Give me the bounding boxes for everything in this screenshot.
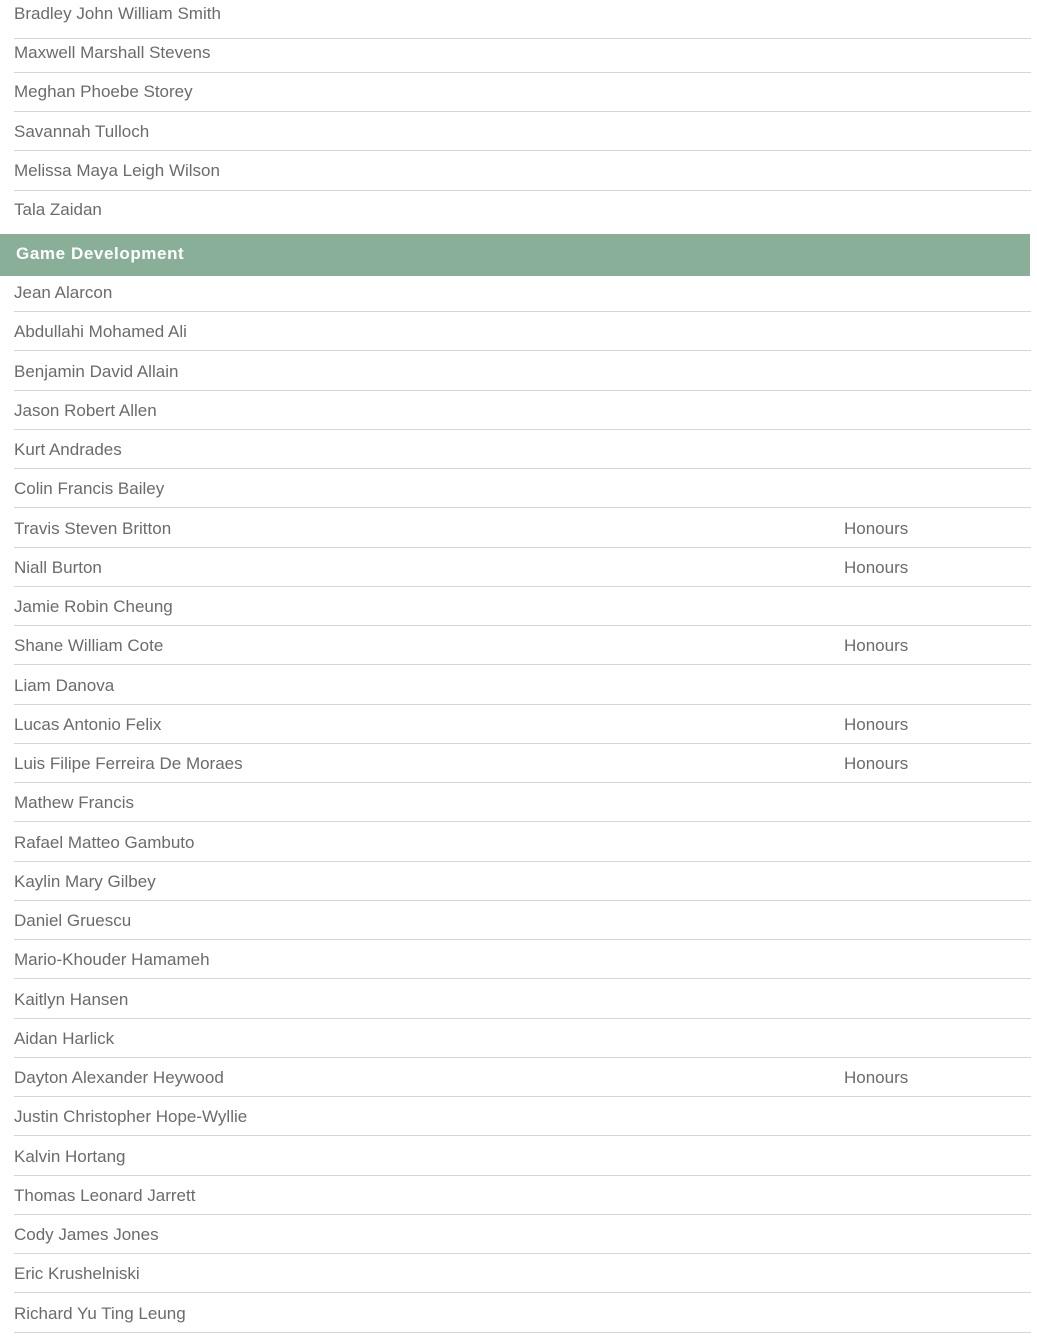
student-name: Niall Burton bbox=[14, 558, 102, 577]
table-row bbox=[14, 34, 1031, 73]
table-row bbox=[14, 1019, 1031, 1058]
honours-label: Honours bbox=[844, 558, 909, 577]
student-name: Maxwell Marshall Stevens bbox=[14, 43, 211, 62]
table-row bbox=[14, 469, 1031, 508]
student-name: Luis Filipe Ferreira De Moraes bbox=[14, 754, 243, 773]
student-name: Liam Danova bbox=[14, 676, 115, 695]
section-title: Game Development bbox=[16, 244, 185, 263]
student-name: Jason Robert Allen bbox=[14, 401, 157, 420]
table-row bbox=[14, 744, 1031, 783]
student-name: Colin Francis Bailey bbox=[14, 479, 165, 498]
table-row bbox=[14, 430, 1031, 469]
student-name: Benjamin David Allain bbox=[14, 362, 179, 381]
student-name: Aidan Harlick bbox=[14, 1029, 115, 1048]
student-name: Kalvin Hortang bbox=[14, 1147, 126, 1166]
student-name: Savannah Tulloch bbox=[14, 122, 150, 141]
honours-label: Honours bbox=[844, 1068, 909, 1087]
student-name: Travis Steven Britton bbox=[14, 519, 172, 538]
table-row bbox=[14, 73, 1031, 112]
student-name: Kurt Andrades bbox=[14, 440, 122, 459]
table-row bbox=[14, 626, 1031, 665]
student-name: Shane William Cote bbox=[14, 636, 164, 655]
table-row bbox=[14, 1254, 1031, 1293]
student-name: Daniel Gruescu bbox=[14, 911, 132, 930]
table-row bbox=[14, 901, 1031, 940]
student-name: Bradley John William Smith bbox=[14, 4, 221, 23]
student-name: Jean Alarcon bbox=[14, 283, 113, 302]
table-row bbox=[14, 391, 1031, 430]
table-row bbox=[14, 312, 1031, 351]
table-row bbox=[14, 783, 1031, 822]
honours-label: Honours bbox=[844, 754, 909, 773]
student-name: Eric Krushelniski bbox=[14, 1264, 140, 1283]
student-name: Justin Christopher Hope-Wyllie bbox=[14, 1107, 248, 1126]
table-row bbox=[14, 980, 1031, 1019]
honours-label: Honours bbox=[844, 519, 909, 538]
table-row bbox=[14, 823, 1031, 862]
table-row bbox=[14, 1294, 1031, 1333]
student-name: Tala Zaidan bbox=[14, 200, 102, 219]
student-name: Lucas Antonio Felix bbox=[14, 715, 162, 734]
table-row bbox=[14, 548, 1031, 587]
student-name: Jamie Robin Cheung bbox=[14, 597, 173, 616]
table-row bbox=[14, 509, 1031, 548]
section-header-game-development bbox=[0, 234, 1030, 276]
student-name: Dayton Alexander Heywood bbox=[14, 1068, 224, 1087]
student-name: Mathew Francis bbox=[14, 793, 134, 812]
table-row bbox=[14, 1176, 1031, 1215]
table-row bbox=[14, 1215, 1031, 1254]
student-name: Richard Yu Ting Leung bbox=[14, 1304, 186, 1323]
table-row bbox=[14, 1058, 1031, 1097]
student-name: Abdullahi Mohamed Ali bbox=[14, 322, 187, 341]
table-row bbox=[14, 112, 1031, 151]
table-row bbox=[14, 705, 1031, 744]
table-row bbox=[14, 587, 1031, 626]
table-row bbox=[14, 191, 1031, 230]
table-row bbox=[14, 862, 1031, 901]
student-name: Kaitlyn Hansen bbox=[14, 990, 129, 1009]
student-name: Melissa Maya Leigh Wilson bbox=[14, 161, 220, 180]
student-name: Thomas Leonard Jarrett bbox=[14, 1186, 196, 1205]
table-row bbox=[14, 352, 1031, 391]
table-row bbox=[14, 940, 1031, 979]
student-name: Mario-Khouder Hamameh bbox=[14, 950, 210, 969]
student-name: Kaylin Mary Gilbey bbox=[14, 872, 156, 891]
table-row bbox=[14, 1137, 1031, 1176]
table-row bbox=[14, 273, 1031, 312]
student-name: Meghan Phoebe Storey bbox=[14, 82, 193, 101]
student-name: Rafael Matteo Gambuto bbox=[14, 833, 195, 852]
table-row bbox=[14, 1097, 1031, 1136]
table-row bbox=[14, 152, 1031, 191]
honours-label: Honours bbox=[844, 715, 909, 734]
table-row bbox=[14, 666, 1031, 705]
honours-label: Honours bbox=[844, 636, 909, 655]
student-name: Cody James Jones bbox=[14, 1225, 159, 1244]
